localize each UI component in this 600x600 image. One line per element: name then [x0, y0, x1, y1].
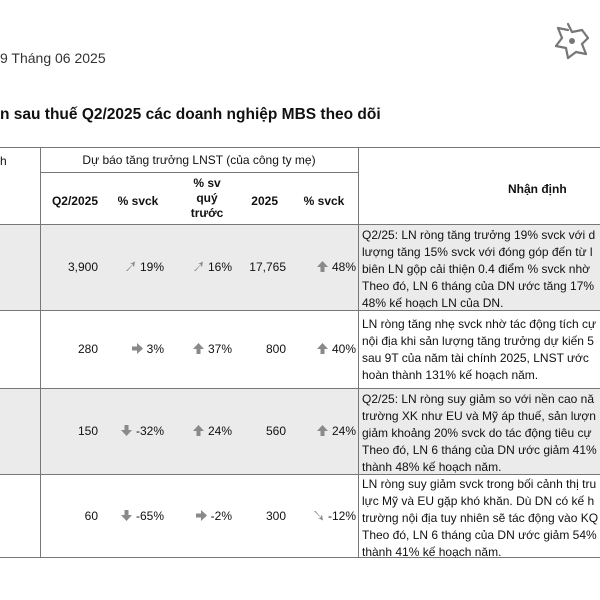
note-line: trường XK như EU và Mỹ áp thuế, sản lượn — [362, 409, 596, 423]
arrow-up-icon — [316, 342, 329, 355]
left-col-fragment: h — [0, 154, 7, 168]
cell-svck1-value: 19% — [139, 260, 164, 274]
note-line: thành 41% kế hoạch năm. — [362, 545, 502, 559]
col-note: Nhận định — [508, 182, 567, 196]
note-line: lực Mỹ và EU gặp khó khăn. Dù DN có kế h — [362, 494, 595, 508]
cell-svqt — [176, 342, 232, 356]
arrow-up-right-icon — [124, 260, 137, 273]
col-svck2: % svck — [303, 194, 345, 208]
note-line: hoàn thành 131% kế hoạch năm. — [362, 368, 539, 382]
note-line: LN ròng suy giảm svck trong bối cảnh thị tru — [362, 477, 597, 491]
cell-note — [362, 391, 597, 476]
cell-note — [362, 316, 596, 384]
cell-q2: 150 — [77, 424, 98, 438]
cell-svqt-value: 24% — [207, 424, 232, 438]
cell-svck1-value: 3% — [146, 342, 164, 356]
cell-svck1 — [108, 342, 164, 356]
cell-svck2-value: -12% — [327, 509, 356, 523]
cell-2025: 300 — [265, 509, 286, 523]
cell-q2: 60 — [84, 509, 98, 523]
cell-svck2 — [292, 424, 356, 438]
cell-svck1 — [108, 260, 164, 274]
col-svck1: % svck — [117, 194, 159, 208]
col-2025: 2025 — [251, 194, 278, 208]
arrow-down-right-icon — [312, 509, 325, 522]
cell-svck1 — [108, 424, 164, 438]
report-date: 9 Tháng 06 2025 — [0, 50, 106, 66]
arrow-up-icon — [316, 260, 329, 273]
cell-2025: 560 — [265, 424, 286, 438]
cell-svqt-value: 16% — [207, 260, 232, 274]
arrow-right-icon — [195, 509, 208, 522]
col-svqt-l2: quý — [196, 191, 218, 205]
note-line: Q2/25: LN ròng suy giảm so với nền cao nă — [362, 392, 594, 406]
cell-2025: 800 — [265, 342, 286, 356]
arrow-up-icon — [192, 342, 205, 355]
col-q2: Q2/2025 — [51, 194, 98, 208]
rule-group — [40, 172, 358, 173]
cell-svck2 — [292, 260, 356, 274]
cell-q2: 280 — [77, 342, 98, 356]
cell-svck1-value: -32% — [135, 424, 164, 438]
cell-2025: 17,765 — [249, 260, 286, 274]
arrow-up-right-icon — [192, 260, 205, 273]
rule-top — [0, 147, 600, 148]
cell-svck1 — [108, 509, 164, 523]
cell-svck2-value: 24% — [331, 424, 356, 438]
arrow-down-icon — [120, 509, 133, 522]
rule-right — [358, 147, 359, 557]
arrow-up-icon — [192, 424, 205, 437]
cell-note — [362, 227, 595, 312]
cell-svck2-value: 48% — [331, 260, 356, 274]
cell-svqt — [176, 424, 232, 438]
cell-svqt-value: -2% — [210, 509, 232, 523]
note-line: thành 48% kế hoạch năm. — [362, 460, 502, 474]
section-title: n sau thuế Q2/2025 các doanh nghiệp MBS theo dõi — [0, 106, 381, 123]
cell-svqt — [176, 260, 232, 274]
col-svqt-l3: trước — [190, 206, 224, 220]
cell-svqt — [176, 509, 232, 523]
arrow-up-icon — [316, 424, 329, 437]
note-line: Theo đó, LN 6 tháng của DN ước giảm 54% — [362, 528, 597, 542]
note-line: giảm khoảng 20% svck do tác động tiêu cự — [362, 426, 592, 440]
note-line: lượng tăng 15% svck với đóng góp đến từ l — [362, 245, 593, 259]
arrow-right-icon — [131, 342, 144, 355]
note-line: Theo đó, LN 6 tháng của DN ước tăng 17% — [362, 279, 595, 293]
cell-svqt-value: 37% — [207, 342, 232, 356]
cell-svck2 — [292, 342, 356, 356]
note-line: Theo đó, LN 6 tháng của DN ước giảm 41% — [362, 443, 597, 457]
note-line: trường nội địa tuy nhiên sẽ tác động vào KQ — [362, 511, 599, 525]
cell-svck1-value: -65% — [135, 509, 164, 523]
rule-head — [0, 224, 600, 225]
cell-note — [362, 476, 598, 561]
col-svqt-l1: % sv — [193, 176, 221, 190]
group-header: Dự báo tăng trưởng LNST (của công ty mẹ) — [82, 153, 316, 167]
note-line: LN ròng tăng nhẹ svck nhờ tác động tích cự — [362, 317, 597, 331]
note-line: 48% kế hoạch LN của DN. — [362, 296, 504, 310]
rule-row2 — [0, 388, 600, 389]
cell-q2: 3,900 — [67, 260, 98, 274]
note-line: sau 9T của năm tài chính 2025, LNST ước — [362, 351, 589, 365]
cell-svck2-value: 40% — [331, 342, 356, 356]
cell-svck2 — [292, 509, 356, 523]
note-line: nội địa khi sản lượng tăng trưởng dự kiến 5 — [362, 334, 594, 348]
arrow-down-icon — [120, 424, 133, 437]
note-line: Q2/25: LN ròng tăng trưởng 19% svck với d — [362, 228, 596, 242]
note-line: biên LN gộp cải thiện 0.4 điểm % svck nhờ — [362, 262, 590, 276]
